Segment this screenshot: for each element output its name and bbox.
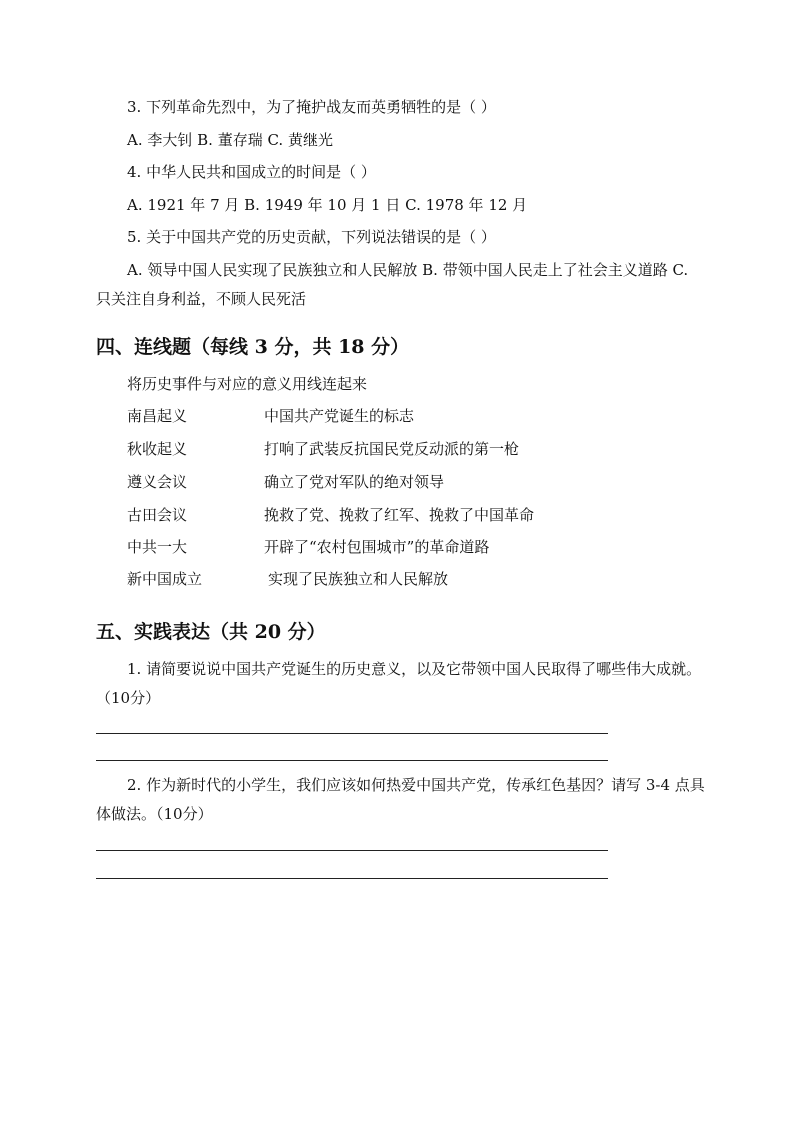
event-item: 遵义会议 — [127, 473, 188, 491]
section-4-instruction: 将历史事件与对应的意义用线连起来 — [127, 375, 368, 393]
answer-line[interactable] — [96, 878, 608, 879]
answer-line[interactable] — [96, 760, 608, 761]
event-item: 南昌起义 — [127, 407, 188, 425]
question-5: 5. 关于中国共产党的历史贡献，下列说法错误的是（ ） — [127, 228, 496, 246]
meaning-item: 确立了党对军队的绝对领导 — [264, 473, 445, 491]
event-item: 秋收起义 — [127, 440, 188, 458]
practice-question-1: 1. 请简要说说中国共产党诞生的历史意义，以及它带领中国人民取得了哪些伟大成就。（10分） — [96, 660, 702, 707]
meaning-item: 中国共产党诞生的标志 — [264, 407, 415, 425]
section-4-title: 四、连线题（每线 3 分，共 18 分） — [96, 336, 410, 358]
event-item: 新中国成立 — [127, 570, 203, 588]
question-4: 4. 中华人民共和国成立的时间是（ ） — [127, 163, 376, 181]
practice-question-2: 2. 作为新时代的小学生，我们应该如何热爱中国共产党，传承红色基因？请写 3-4 点具体做法。（10分） — [96, 776, 705, 823]
meaning-item: 挽救了党、挽救了红军、挽救了中国革命 — [264, 506, 535, 524]
question-4-options: A. 1921 年 7 月 B. 1949 年 10 月 1 日 C. 1978 年 12 月 — [127, 196, 528, 214]
section-5-title: 五、实践表达（共 20 分） — [96, 621, 326, 643]
meaning-item: 打响了武装反抗国民党反动派的第一枪 — [264, 440, 520, 458]
question-5-options: A. 领导中国人民实现了民族独立和人民解放 B. 带领中国人民走上了社会主义道路 C. 只关注自身利益，不顾人民死活 — [96, 261, 689, 308]
meaning-item: 实现了民族独立和人民解放 — [268, 570, 449, 588]
answer-line[interactable] — [96, 850, 608, 851]
answer-line[interactable] — [96, 733, 608, 734]
event-item: 古田会议 — [127, 506, 188, 524]
event-item: 中共一大 — [127, 538, 188, 556]
meaning-item: 开辟了“农村包围城市”的革命道路 — [264, 538, 490, 556]
question-3: 3. 下列革命先烈中，为了掩护战友而英勇牺牲的是（ ） — [127, 98, 496, 116]
question-3-options: A. 李大钊 B. 董存瑞 C. 黄继光 — [127, 131, 333, 149]
